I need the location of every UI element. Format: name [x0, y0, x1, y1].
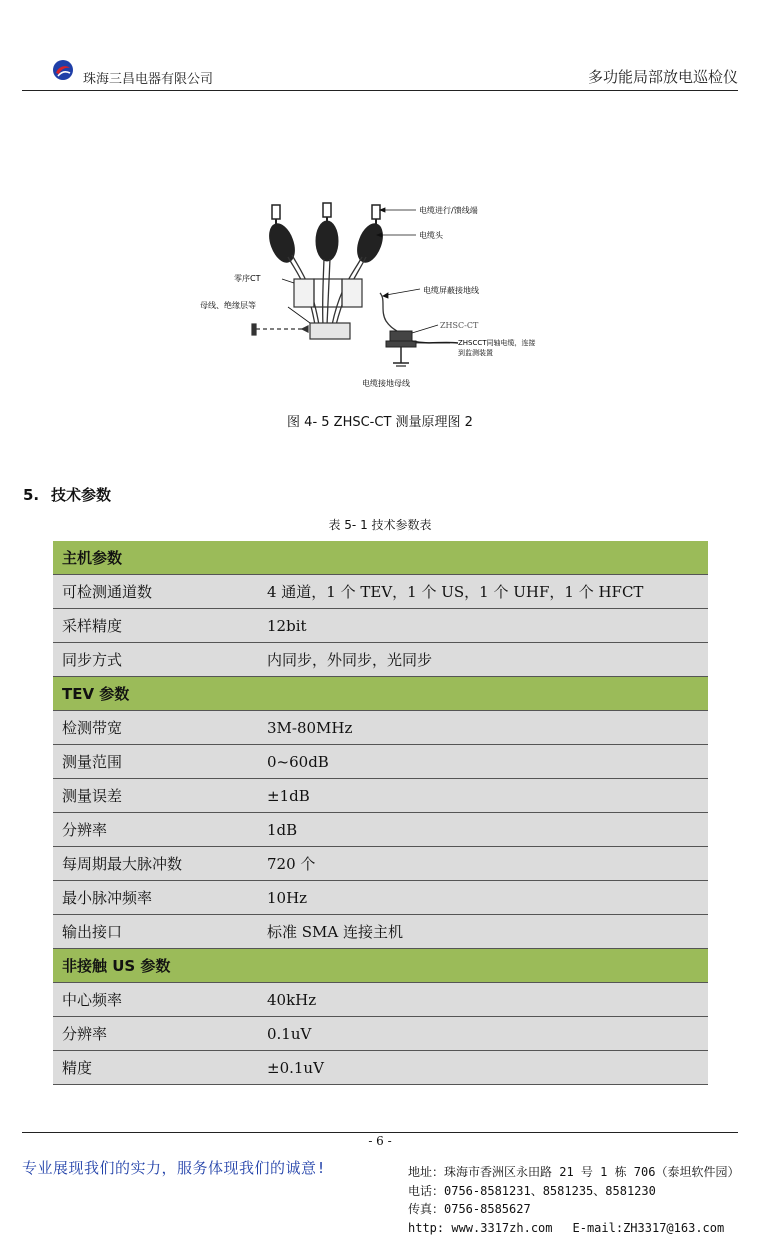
param-value: 3M-80MHz: [267, 719, 708, 737]
param-name: 中心频率: [53, 989, 267, 1010]
contact-website[interactable]: http: www.3317zh.com: [408, 1221, 553, 1235]
param-value: 12bit: [267, 617, 708, 635]
param-value: 4 通道，1 个 TEV，1 个 US，1 个 UHF，1 个 HFCT: [267, 581, 708, 602]
contact-address: 地址：珠海市香洲区永田路 21 号 1 栋 706（泰坦软件园）: [408, 1163, 744, 1182]
label-coax-line1: ZHSCCT同轴电缆，连接: [458, 338, 536, 348]
param-value: 40kHz: [267, 991, 708, 1009]
param-value: ±1dB: [267, 787, 708, 805]
section-title-text: 技术参数: [51, 486, 111, 504]
param-name: 测量误差: [53, 785, 267, 806]
cable-heads: [265, 203, 387, 266]
table-row: [53, 847, 708, 881]
table-row: [53, 1051, 708, 1085]
table-row: [53, 915, 708, 949]
table-row: [53, 983, 708, 1017]
footer-slogan: 专业展现我们的实力，服务体现我们的诚意!: [22, 1157, 326, 1178]
page-number: - 6 -: [0, 1134, 760, 1148]
table-section-header: [53, 541, 708, 575]
product-name: 多功能局部放电巡检仪: [588, 66, 738, 87]
contact-phone: 电话：0756-8581231、8581235、8581230: [408, 1182, 744, 1201]
figure-caption: 图 4- 5 ZHSC-CT 测量原理图 2: [0, 411, 760, 430]
table-row: [53, 779, 708, 813]
table-section-header: [53, 677, 708, 711]
company-name: 珠海三昌电器有限公司: [83, 68, 213, 87]
table-row: [53, 711, 708, 745]
param-name: 精度: [53, 1057, 267, 1078]
param-value: 0~60dB: [267, 753, 708, 771]
param-value: 标准 SMA 连接主机: [267, 921, 708, 942]
label-cable-head: 电缆头: [419, 230, 444, 240]
page-header: [22, 56, 738, 91]
spec-table: [53, 541, 708, 1085]
ct-sensor: [386, 331, 458, 366]
param-value: 1dB: [267, 821, 708, 839]
label-coax-line2: 到监测装置: [458, 348, 493, 357]
contact-web-row: [408, 1219, 744, 1237]
param-name: 输出接口: [53, 921, 267, 942]
param-name: 采样精度: [53, 615, 267, 636]
param-name: 分辨率: [53, 819, 267, 840]
table-row: [53, 575, 708, 609]
param-value: ±0.1uV: [267, 1059, 708, 1077]
param-name: 分辨率: [53, 1023, 267, 1044]
zhsc-ct-diagram: [190, 195, 570, 395]
section-heading: [23, 484, 111, 505]
footer-divider: [22, 1132, 738, 1133]
label-ground-bus: 电缆接地母线: [362, 378, 410, 388]
table-row: [53, 745, 708, 779]
param-value: 720 个: [267, 853, 708, 874]
param-name: 每周期最大脉冲数: [53, 853, 267, 874]
param-name: 可检测通道数: [53, 581, 267, 602]
label-shield-ground: 电缆屏蔽接地线: [423, 285, 479, 295]
param-value: 内同步，外同步，光同步: [267, 649, 708, 670]
table-caption: 表 5- 1 技术参数表: [0, 516, 760, 533]
section-number: 5.: [23, 486, 51, 504]
company-logo-icon: [52, 59, 74, 81]
label-zhsc-ct: ZHSC-CT: [440, 321, 479, 330]
label-cable-terminal: 电缆进行/馈线端: [419, 205, 478, 215]
label-zero-seq-ct: 零序CT: [234, 273, 261, 283]
table-row: [53, 643, 708, 677]
contact-email[interactable]: E-mail:ZH3317@163.com: [573, 1221, 725, 1235]
param-name: 检测带宽: [53, 717, 267, 738]
table-section-header: [53, 949, 708, 983]
table-row: [53, 881, 708, 915]
section-label: 非接触 US 参数: [53, 955, 170, 976]
table-row: [53, 609, 708, 643]
busbar: [252, 323, 350, 339]
param-value: 0.1uV: [267, 1025, 708, 1043]
param-name: 最小脉冲频率: [53, 887, 267, 908]
section-label: TEV 参数: [53, 683, 129, 704]
param-name: 测量范围: [53, 751, 267, 772]
contact-fax: 传真：0756-8585627: [408, 1200, 744, 1219]
param-value: 10Hz: [267, 889, 708, 907]
table-row: [53, 1017, 708, 1051]
section-label: 主机参数: [53, 547, 122, 568]
param-name: 同步方式: [53, 649, 267, 670]
label-busbar-insulation: 母线、绝缘层等: [200, 300, 256, 310]
table-row: [53, 813, 708, 847]
contact-block: [408, 1163, 744, 1237]
